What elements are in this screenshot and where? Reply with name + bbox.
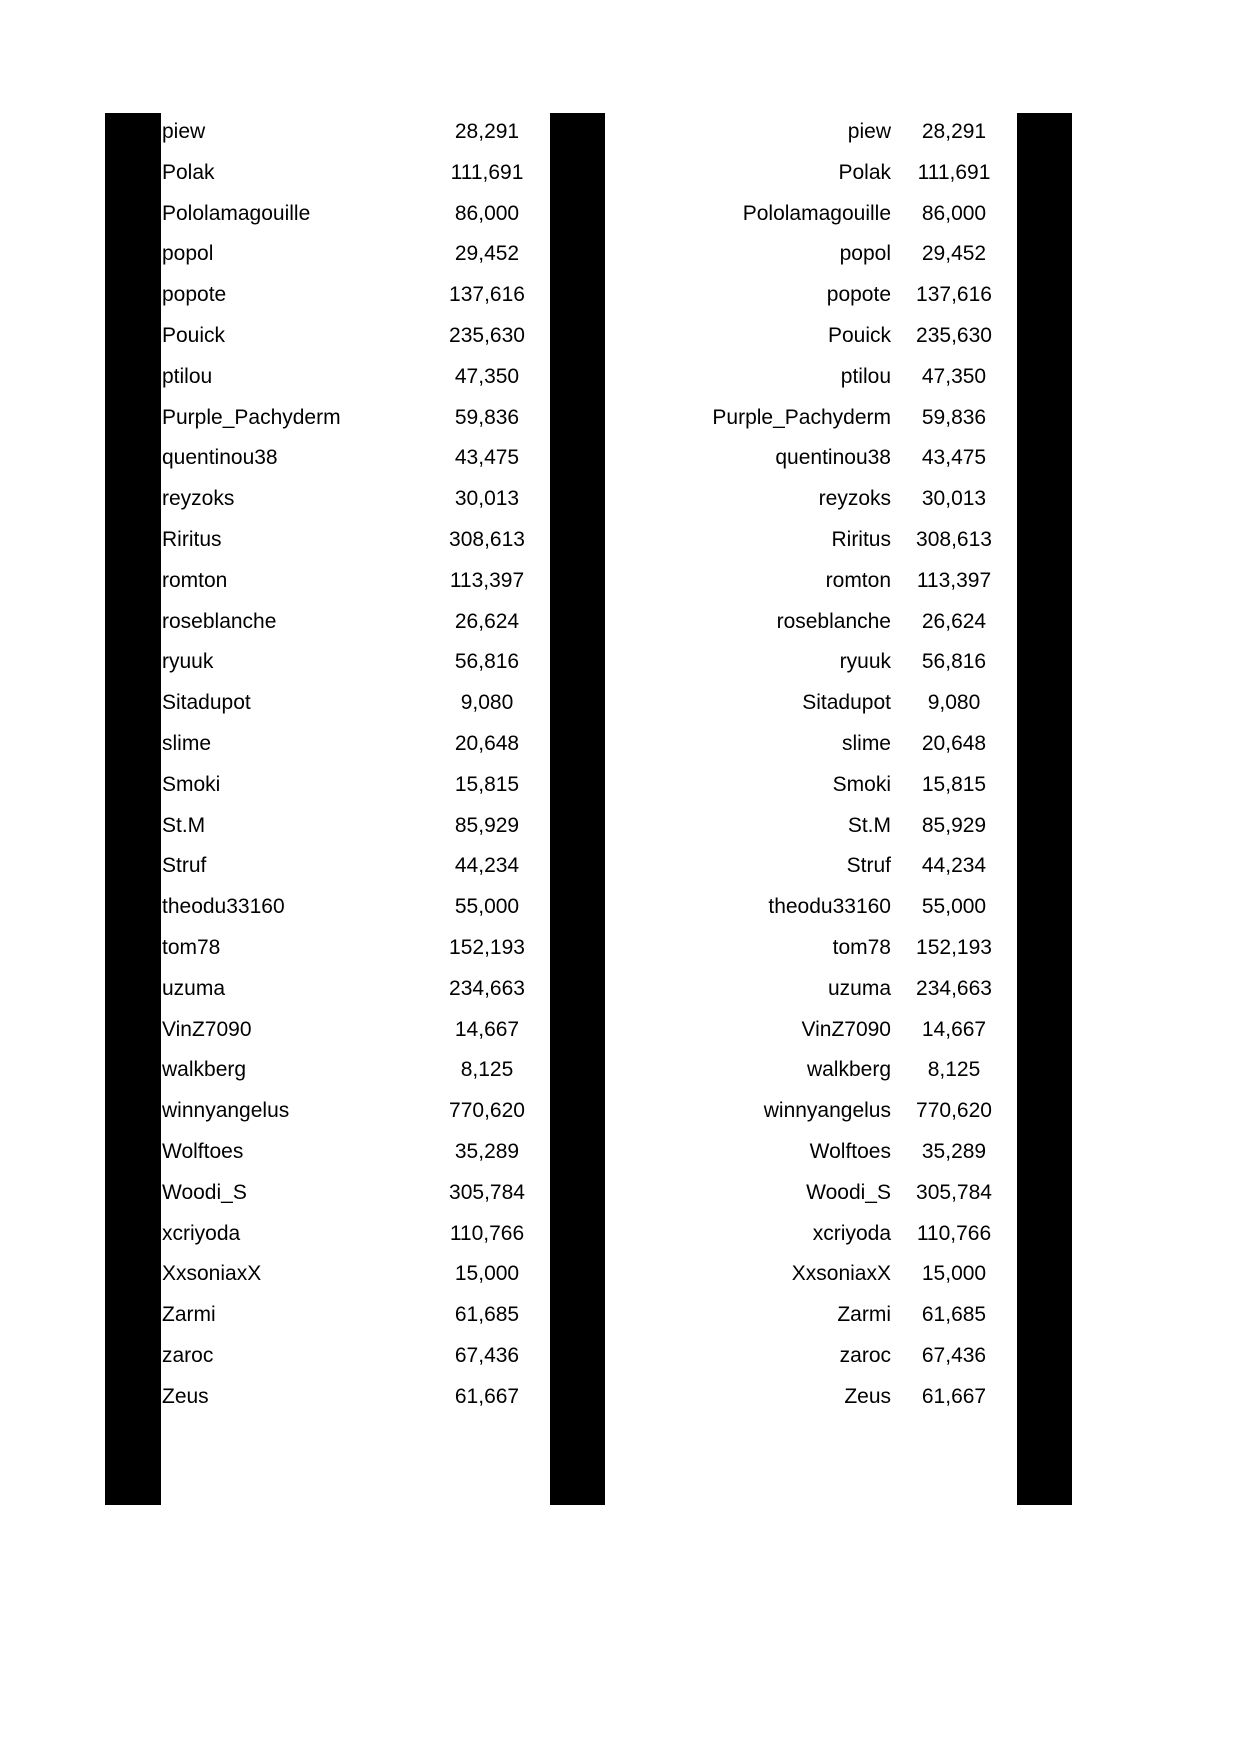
left-value-cell: 305,784 <box>449 1180 525 1204</box>
left-value-cell: 29,452 <box>454 242 520 266</box>
table-row <box>0 1091 1241 1132</box>
table-row <box>0 234 1241 275</box>
table-row <box>0 194 1241 235</box>
left-name-cell: romton <box>162 568 228 592</box>
right-name-cell: popol <box>839 242 891 266</box>
left-value-cell: 67,436 <box>454 1343 520 1367</box>
table-row <box>0 969 1241 1010</box>
left-name-cell: walkberg <box>162 1058 247 1082</box>
left-value-cell: 14,667 <box>454 1017 520 1041</box>
right-name-cell: ptilou <box>840 364 891 388</box>
table-row <box>0 357 1241 398</box>
left-name-cell: Purple_Pachyderm <box>162 405 341 429</box>
left-name-cell: tom78 <box>162 935 221 959</box>
left-value-cell: 59,836 <box>454 405 520 429</box>
table-row <box>0 275 1241 316</box>
right-name-cell: roseblanche <box>776 609 891 633</box>
right-name-cell: slime <box>841 731 891 755</box>
right-value-cell: 86,000 <box>921 201 987 225</box>
left-name-cell: Riritus <box>162 527 222 551</box>
left-value-cell: 61,685 <box>454 1303 520 1327</box>
right-name-cell: xcriyoda <box>812 1221 891 1245</box>
right-value-cell: 56,816 <box>921 650 987 674</box>
right-name-cell: piew <box>847 120 891 143</box>
left-value-cell: 47,350 <box>454 364 520 388</box>
right-name-cell: quentinou38 <box>775 446 891 470</box>
left-value-cell: 56,816 <box>454 650 520 674</box>
right-value-cell: 234,663 <box>916 976 992 1000</box>
right-name-cell: winnyangelus <box>763 1099 891 1123</box>
left-value-cell: 86,000 <box>454 201 520 225</box>
left-name-cell: St.M <box>162 813 206 837</box>
right-name-cell: Riritus <box>831 527 891 551</box>
left-name-cell: roseblanche <box>162 609 277 633</box>
left-value-cell: 44,234 <box>454 854 520 878</box>
left-name-cell: uzuma <box>162 976 226 1000</box>
right-value-cell: 59,836 <box>921 405 987 429</box>
table-row <box>0 1132 1241 1173</box>
right-value-cell: 770,620 <box>916 1099 992 1123</box>
right-name-cell: Zarmi <box>837 1303 891 1327</box>
left-name-cell: zaroc <box>162 1343 214 1367</box>
left-name-cell: xcriyoda <box>162 1221 241 1245</box>
left-value-cell: 30,013 <box>454 487 520 511</box>
right-name-cell: VinZ7090 <box>801 1017 891 1041</box>
left-value-cell: 137,616 <box>449 283 525 307</box>
left-value-cell: 9,080 <box>460 691 514 715</box>
table-row <box>0 1050 1241 1091</box>
table-row <box>0 1377 1241 1418</box>
right-value-cell: 55,000 <box>921 895 987 919</box>
right-value-cell: 85,929 <box>921 813 987 837</box>
right-name-cell: ryuuk <box>839 650 891 674</box>
left-name-cell: Wolftoes <box>162 1139 244 1163</box>
right-value-cell: 8,125 <box>927 1058 981 1082</box>
right-value-cell: 30,013 <box>921 487 987 511</box>
table-row <box>0 316 1241 357</box>
left-name-cell: popote <box>162 283 227 307</box>
left-value-cell: 15,000 <box>454 1262 520 1286</box>
right-value-cell: 47,350 <box>921 364 987 388</box>
left-value-cell: 152,193 <box>449 935 525 959</box>
left-name-cell: piew <box>162 120 206 143</box>
right-value-cell: 15,815 <box>921 772 987 796</box>
right-name-cell: walkberg <box>806 1058 891 1082</box>
left-value-cell: 234,663 <box>449 976 525 1000</box>
table-row <box>0 153 1241 194</box>
right-value-cell: 67,436 <box>921 1343 987 1367</box>
table-row <box>0 642 1241 683</box>
right-value-cell: 9,080 <box>927 691 981 715</box>
right-name-cell: Smoki <box>832 772 891 796</box>
right-value-cell: 29,452 <box>921 242 987 266</box>
left-name-cell: quentinou38 <box>162 446 278 470</box>
table-row <box>0 928 1241 969</box>
left-name-cell: Smoki <box>162 772 221 796</box>
right-value-cell: 110,766 <box>916 1221 992 1245</box>
score-table <box>0 112 1241 1422</box>
right-value-cell: 308,613 <box>916 527 992 551</box>
right-name-cell: Polak <box>838 160 891 184</box>
right-name-cell: reyzoks <box>818 487 891 511</box>
left-name-cell: Zarmi <box>162 1303 216 1327</box>
right-name-cell: zaroc <box>839 1343 891 1367</box>
right-name-cell: Pololamagouille <box>742 201 891 225</box>
left-name-cell: ryuuk <box>162 650 214 674</box>
table-row <box>0 683 1241 724</box>
left-value-cell: 235,630 <box>449 323 525 347</box>
right-value-cell: 61,667 <box>921 1384 987 1408</box>
left-name-cell: slime <box>162 731 212 755</box>
right-name-cell: Pouick <box>827 323 891 347</box>
right-value-cell: 14,667 <box>921 1017 987 1041</box>
left-value-cell: 8,125 <box>460 1058 514 1082</box>
left-name-cell: Polak <box>162 160 215 184</box>
table-row <box>0 1336 1241 1377</box>
left-name-cell: Zeus <box>162 1384 209 1408</box>
right-value-cell: 26,624 <box>921 609 987 633</box>
left-name-cell: VinZ7090 <box>162 1017 252 1041</box>
table-row <box>0 398 1241 439</box>
table-row <box>0 520 1241 561</box>
left-value-cell: 85,929 <box>454 813 520 837</box>
right-value-cell: 28,291 <box>921 120 987 143</box>
left-name-cell: Sitadupot <box>162 691 251 715</box>
left-name-cell: reyzoks <box>162 487 235 511</box>
table-row <box>0 602 1241 643</box>
left-value-cell: 43,475 <box>454 446 520 470</box>
left-name-cell: theodu33160 <box>162 895 285 919</box>
right-name-cell: Woodi_S <box>806 1180 891 1204</box>
left-value-cell: 111,691 <box>450 160 524 184</box>
right-value-cell: 305,784 <box>916 1180 992 1204</box>
table-row <box>0 724 1241 765</box>
right-value-cell: 35,289 <box>921 1139 987 1163</box>
right-name-cell: XxsoniaxX <box>791 1262 891 1286</box>
right-name-cell: theodu33160 <box>768 895 891 919</box>
right-value-cell: 152,193 <box>916 935 992 959</box>
right-name-cell: romton <box>825 568 891 592</box>
right-name-cell: Struf <box>846 854 891 878</box>
right-name-cell: popote <box>826 283 891 307</box>
left-value-cell: 28,291 <box>454 120 520 143</box>
table-row <box>0 1173 1241 1214</box>
right-value-cell: 137,616 <box>916 283 992 307</box>
right-value-cell: 61,685 <box>921 1303 987 1327</box>
table-row <box>0 1214 1241 1255</box>
table-row <box>0 438 1241 479</box>
right-value-cell: 235,630 <box>916 323 992 347</box>
table-row <box>0 1010 1241 1051</box>
left-name-cell: popol <box>162 242 214 266</box>
left-value-cell: 110,766 <box>449 1221 525 1245</box>
right-value-cell: 43,475 <box>921 446 987 470</box>
right-name-cell: tom78 <box>832 935 891 959</box>
right-name-cell: uzuma <box>827 976 891 1000</box>
table-row <box>0 765 1241 806</box>
right-name-cell: Purple_Pachyderm <box>712 405 891 429</box>
right-name-cell: St.M <box>847 813 891 837</box>
right-name-cell: Sitadupot <box>802 691 891 715</box>
left-name-cell: Pouick <box>162 323 226 347</box>
right-value-cell: 15,000 <box>921 1262 987 1286</box>
left-value-cell: 35,289 <box>454 1139 520 1163</box>
table-row <box>0 1295 1241 1336</box>
right-value-cell: 111,691 <box>917 160 991 184</box>
left-value-cell: 15,815 <box>454 772 520 796</box>
right-name-cell: Wolftoes <box>809 1139 891 1163</box>
right-value-cell: 20,648 <box>921 731 987 755</box>
left-value-cell: 20,648 <box>454 731 520 755</box>
table-row <box>0 1254 1241 1295</box>
left-value-cell: 770,620 <box>449 1099 525 1123</box>
table-row <box>0 561 1241 602</box>
left-name-cell: XxsoniaxX <box>162 1262 262 1286</box>
right-value-cell: 44,234 <box>921 854 987 878</box>
left-name-cell: Pololamagouille <box>162 201 311 225</box>
table-row <box>0 806 1241 847</box>
table-row <box>0 112 1241 153</box>
left-name-cell: ptilou <box>162 364 213 388</box>
left-value-cell: 61,667 <box>454 1384 520 1408</box>
left-value-cell: 113,397 <box>449 568 525 592</box>
left-value-cell: 55,000 <box>454 895 520 919</box>
left-name-cell: Woodi_S <box>162 1180 247 1204</box>
table-row <box>0 479 1241 520</box>
right-name-cell: Zeus <box>844 1384 891 1408</box>
left-name-cell: winnyangelus <box>162 1099 290 1123</box>
right-value-cell: 113,397 <box>916 568 992 592</box>
table-row <box>0 846 1241 887</box>
table-row <box>0 887 1241 928</box>
left-value-cell: 308,613 <box>449 527 525 551</box>
left-name-cell: Struf <box>162 854 207 878</box>
left-value-cell: 26,624 <box>454 609 520 633</box>
